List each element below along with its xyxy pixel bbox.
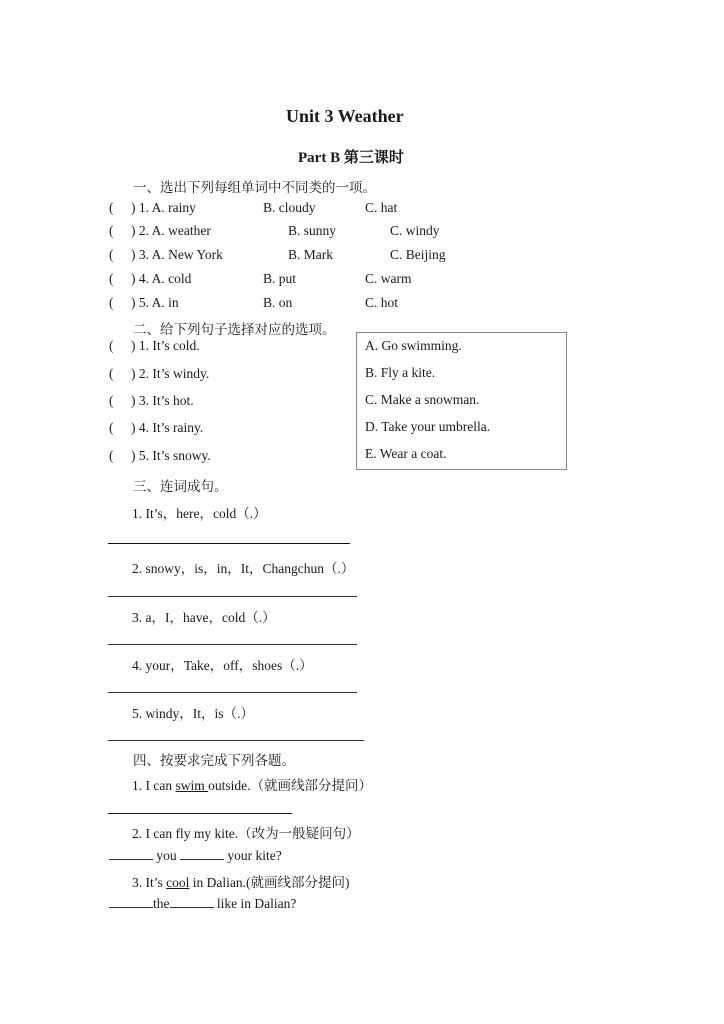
- question-text: ) 1. It’s cold.: [131, 338, 200, 353]
- options-box-item: A. Go swimming.: [365, 338, 462, 353]
- answer-template: [109, 895, 296, 912]
- template-text: your kite?: [224, 848, 282, 863]
- sentence-words: 4. your，Take，off，shoes（.）: [132, 658, 313, 673]
- option-a: ) 4. A. cold: [131, 271, 192, 286]
- answer-paren[interactable]: (: [109, 366, 114, 381]
- option-c: C. Beijing: [390, 247, 446, 262]
- question-instruction: outside.（就画线部分提问）: [208, 778, 372, 793]
- option-c: C. warm: [365, 271, 412, 286]
- answer-paren[interactable]: (: [109, 393, 114, 408]
- answer-paren[interactable]: (: [109, 200, 114, 215]
- answer-paren[interactable]: (: [109, 223, 114, 238]
- answer-paren[interactable]: (: [109, 420, 114, 435]
- options-box-item: E. Wear a coat.: [365, 446, 447, 461]
- option-a: ) 3. A. New York: [131, 247, 223, 262]
- question-text: ) 5. It’s snowy.: [131, 448, 211, 463]
- sentence-words: 2. snowy，is，in，It，Changchun（.）: [132, 561, 355, 576]
- option-c: C. hat: [365, 200, 398, 215]
- sentence-words: 5. windy，It，is（.）: [132, 706, 254, 721]
- option-b: B. on: [263, 295, 293, 310]
- option-c: C. hot: [365, 295, 399, 310]
- section2-heading: 二、给下列句子选择对应的选项。: [133, 322, 336, 338]
- options-box-item: C. Make a snowman.: [365, 392, 480, 407]
- section3-heading: 三、连词成句。: [133, 479, 228, 495]
- option-c: C. windy: [390, 223, 440, 238]
- option-b: B. put: [263, 271, 297, 286]
- page-subtitle: Part B 第三课时: [298, 150, 404, 166]
- option-b: B. sunny: [288, 223, 337, 238]
- answer-line[interactable]: [108, 692, 357, 693]
- option-a: ) 1. A. rainy: [131, 200, 196, 215]
- page-title: Unit 3 Weather: [286, 106, 404, 126]
- answer-line[interactable]: [108, 543, 350, 544]
- question-3: [132, 871, 350, 891]
- options-box-item: D. Take your umbrella.: [365, 419, 491, 434]
- answer-line[interactable]: [108, 644, 357, 645]
- answer-line[interactable]: [108, 813, 292, 814]
- template-text: like in Dalian?: [213, 896, 297, 911]
- answer-blank[interactable]: [170, 895, 214, 908]
- sentence-words: 3. a，I，have，cold（.）: [132, 610, 276, 625]
- answer-line[interactable]: [108, 740, 364, 741]
- question-2: 2. I can fly my kite.（改为一般疑问句）: [132, 826, 360, 841]
- section1-heading: 一、选出下列每组单词中不同类的一项。: [133, 180, 376, 196]
- option-b: B. cloudy: [263, 200, 316, 215]
- options-box-item: B. Fly a kite.: [365, 365, 436, 380]
- question-text: 1. I can: [132, 778, 176, 793]
- template-text: you: [153, 848, 180, 863]
- answer-paren[interactable]: (: [109, 247, 114, 262]
- answer-blank[interactable]: [109, 847, 153, 860]
- answer-paren[interactable]: (: [109, 295, 114, 310]
- sentence-words: 1. It’s，here，cold（.）: [132, 506, 267, 521]
- question-text: 3. It’s: [132, 875, 167, 890]
- answer-paren[interactable]: (: [109, 271, 114, 286]
- question-1: [132, 774, 372, 794]
- section4-heading: 四、按要求完成下列各题。: [133, 753, 295, 769]
- answer-paren[interactable]: (: [109, 448, 114, 463]
- answer-blank[interactable]: [109, 895, 153, 908]
- answer-blank[interactable]: [180, 847, 224, 860]
- question-text: ) 4. It’s rainy.: [131, 420, 204, 435]
- answer-line[interactable]: [108, 596, 357, 597]
- question-text: ) 3. It’s hot.: [131, 393, 194, 408]
- answer-paren[interactable]: (: [109, 338, 114, 353]
- answer-template: [109, 847, 282, 864]
- option-a: ) 2. A. weather: [131, 223, 211, 238]
- underlined-word: cool: [166, 875, 190, 890]
- question-instruction: in Dalian.(就画线部分提问): [189, 875, 350, 890]
- underlined-word: swim: [175, 778, 209, 793]
- question-text: ) 2. It’s windy.: [131, 366, 210, 381]
- template-text: the: [153, 896, 170, 911]
- option-b: B. Mark: [288, 247, 333, 262]
- option-a: ) 5. A. in: [131, 295, 179, 310]
